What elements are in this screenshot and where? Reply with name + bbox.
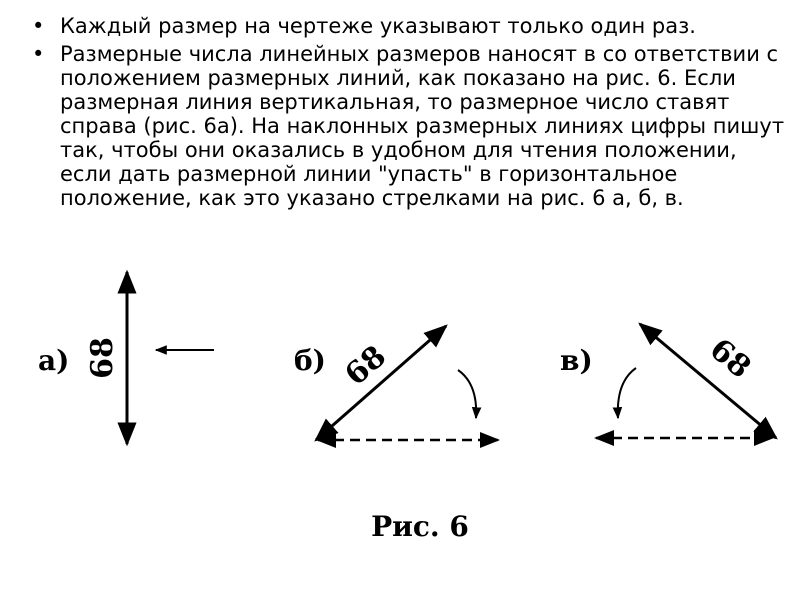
fall-arrow-v [618, 368, 636, 418]
fig-label-v: в) [560, 344, 593, 377]
fig-label-b: б) [294, 344, 326, 377]
dimension-number-a: 68 [85, 337, 120, 379]
bullet-text: Каждый размер на чертеже указывают только один раз. [60, 14, 696, 38]
inclined-dimension-line-b [316, 326, 446, 440]
figure-6 [0, 258, 800, 558]
bullet-text: Размерные числа линейных размеров наносят в со ответствии с положением размерных линий, как показано на рис. 6. Если размерная линия вертикальная, то размерное число ставят справа (рис. 6а). На наклонных размерных линиях цифры пишут так, чтобы они оказались в удобном для чтения положении, если дать размерной линии "упасть" в горизонтальное положение, как это указано стрелками на рис. 6 а, б, в. [60, 42, 785, 210]
inclined-dimension-line-v [640, 324, 776, 438]
bullet-list [28, 14, 788, 214]
fig-label-a: а) [38, 344, 70, 377]
bullet-marker: • [32, 14, 45, 38]
dimension-number-b: 68 [338, 338, 394, 393]
fall-arrow-b [458, 370, 476, 418]
bullet-item [28, 42, 788, 210]
bullet-item [28, 14, 788, 38]
figure-caption: Рис. 6 [371, 510, 469, 543]
bullet-marker: • [32, 42, 45, 66]
dimension-number-v: 68 [702, 331, 758, 386]
